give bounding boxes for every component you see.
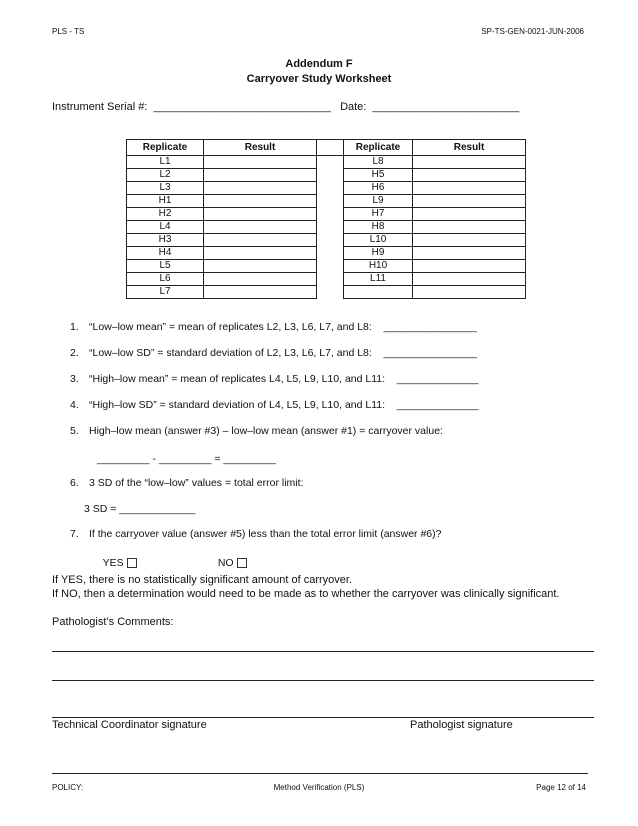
result-left-cell[interactable] xyxy=(204,247,317,260)
yes-checkbox[interactable] xyxy=(127,558,137,568)
replicate-right-cell: H8 xyxy=(344,221,413,234)
replicate-left-cell: L6 xyxy=(127,273,204,286)
result-left-cell[interactable] xyxy=(204,273,317,286)
gap-cell xyxy=(317,208,344,221)
replicate-left-cell: L1 xyxy=(127,156,204,169)
question-number: 5. xyxy=(70,425,79,437)
result-left-cell[interactable] xyxy=(204,156,317,169)
doc-title: Addendum F xyxy=(285,58,353,70)
question-text: 3 SD of the “low–low” values = total error limit: xyxy=(89,477,304,489)
question-number: 2. xyxy=(70,347,79,359)
gap-cell xyxy=(317,286,344,299)
table-row xyxy=(127,286,526,299)
col-header-gap xyxy=(317,140,344,156)
if-no-text: If NO, then a determination would need to be made as to whether the carryover was clinically significant. xyxy=(52,588,560,600)
replicate-right-cell: L10 xyxy=(344,234,413,247)
table-row xyxy=(127,195,526,208)
col-header-result-left: Result xyxy=(204,140,317,156)
replicate-right-cell: H9 xyxy=(344,247,413,260)
result-left-cell[interactable] xyxy=(204,195,317,208)
gap-cell xyxy=(317,273,344,286)
replicate-left-cell: L5 xyxy=(127,260,204,273)
comments-label: Pathologist’s Comments: xyxy=(52,616,174,628)
result-right-cell[interactable] xyxy=(413,247,526,260)
result-left-cell[interactable] xyxy=(204,234,317,247)
question-number: 1. xyxy=(70,321,79,333)
yes-label: YES xyxy=(102,557,124,569)
question-text: “Low–low mean” = mean of replicates L2, L3, L6, L7, and L8: ________________ xyxy=(89,321,477,333)
no-checkbox[interactable] xyxy=(237,558,247,568)
footer-divider xyxy=(52,773,588,774)
table-row xyxy=(127,156,526,169)
result-right-cell[interactable] xyxy=(413,221,526,234)
result-right-cell[interactable] xyxy=(413,260,526,273)
question-text: “High–low mean” = mean of replicates L4, L5, L9, L10, and L11: ______________ xyxy=(89,373,479,385)
question-number: 4. xyxy=(70,399,79,411)
table-row xyxy=(127,260,526,273)
replicate-left-cell: L3 xyxy=(127,182,204,195)
table-row xyxy=(127,182,526,195)
replicate-right-cell: L9 xyxy=(344,195,413,208)
col-header-result-right: Result xyxy=(413,140,526,156)
question-number: 7. xyxy=(70,528,79,540)
no-option[interactable] xyxy=(212,545,247,569)
replicate-left-cell: H4 xyxy=(127,247,204,260)
col-header-replicate-right: Replicate xyxy=(344,140,413,156)
pathologist-signature-label: Pathologist signature xyxy=(410,719,513,731)
replicate-right-cell: H6 xyxy=(344,182,413,195)
replicate-left-cell: L7 xyxy=(127,286,204,299)
question-text: High–low mean (answer #3) – low–low mean (answer #1) = carryover value: xyxy=(89,425,443,437)
table-header-row xyxy=(127,140,526,156)
serial-date-line: Instrument Serial #: _____________________________ Date: ________________________ xyxy=(52,101,520,113)
replicate-right-cell: H10 xyxy=(344,260,413,273)
result-right-cell[interactable] xyxy=(413,234,526,247)
result-right-cell[interactable] xyxy=(413,182,526,195)
result-left-cell[interactable] xyxy=(204,260,317,273)
replicate-right-cell: H5 xyxy=(344,169,413,182)
result-left-cell[interactable] xyxy=(204,169,317,182)
result-left-cell[interactable] xyxy=(204,182,317,195)
col-header-replicate-left: Replicate xyxy=(127,140,204,156)
table-row xyxy=(127,234,526,247)
signature-line[interactable] xyxy=(52,717,594,718)
no-label: NO xyxy=(217,557,234,569)
tech-coordinator-signature-label: Technical Coordinator signature xyxy=(52,719,207,731)
gap-cell xyxy=(317,221,344,234)
replicate-right-cell xyxy=(344,286,413,299)
table-row xyxy=(127,221,526,234)
replicate-right-cell: L8 xyxy=(344,156,413,169)
table-row xyxy=(127,273,526,286)
table-row xyxy=(127,208,526,221)
result-right-cell[interactable] xyxy=(413,156,526,169)
footer-center: Method Verification (PLS) xyxy=(273,783,365,792)
replicate-right-cell: H7 xyxy=(344,208,413,221)
result-right-cell[interactable] xyxy=(413,195,526,208)
result-right-cell[interactable] xyxy=(413,286,526,299)
replicate-left-cell: L4 xyxy=(127,221,204,234)
question-text: If the carryover value (answer #5) less than the total error limit (answer #6)? xyxy=(89,528,442,540)
gap-cell xyxy=(317,195,344,208)
doc-subtitle: Carryover Study Worksheet xyxy=(246,73,392,85)
result-right-cell[interactable] xyxy=(413,169,526,182)
if-yes-text: If YES, there is no statistically significant amount of carryover. xyxy=(52,574,352,586)
header-left: PLS - TS xyxy=(52,27,85,36)
q6-blank: 3 SD = _____________ xyxy=(84,503,196,515)
replicate-left-cell: H1 xyxy=(127,195,204,208)
comment-line-1[interactable] xyxy=(52,651,594,652)
q5-blank: _________ - _________ = _________ xyxy=(97,453,276,465)
gap-cell xyxy=(317,260,344,273)
gap-cell xyxy=(317,169,344,182)
replicate-left-cell: H3 xyxy=(127,234,204,247)
yes-option[interactable] xyxy=(97,545,137,569)
header-right: SP-TS-GEN-0021-JUN-2006 xyxy=(481,27,584,36)
result-left-cell[interactable] xyxy=(204,208,317,221)
result-right-cell[interactable] xyxy=(413,273,526,286)
replicate-right-cell: L11 xyxy=(344,273,413,286)
replicate-left-cell: H2 xyxy=(127,208,204,221)
gap-cell xyxy=(317,247,344,260)
question-text: “High–low SD” = standard deviation of L4, L5, L9, L10, and L11: ______________ xyxy=(89,399,479,411)
replicate-table xyxy=(126,139,526,299)
result-left-cell[interactable] xyxy=(204,286,317,299)
table-row xyxy=(127,247,526,260)
gap-cell xyxy=(317,182,344,195)
gap-cell xyxy=(317,156,344,169)
question-text: “Low–low SD” = standard deviation of L2, L3, L6, L7, and L8: ________________ xyxy=(89,347,477,359)
footer-left: POLICY: xyxy=(52,783,84,792)
question-number: 6. xyxy=(70,477,79,489)
comment-line-2[interactable] xyxy=(52,680,594,681)
gap-cell xyxy=(317,234,344,247)
footer-right: Page 12 of 14 xyxy=(536,783,586,792)
result-right-cell[interactable] xyxy=(413,208,526,221)
table-row xyxy=(127,169,526,182)
question-number: 3. xyxy=(70,373,79,385)
replicate-left-cell: L2 xyxy=(127,169,204,182)
result-left-cell[interactable] xyxy=(204,221,317,234)
